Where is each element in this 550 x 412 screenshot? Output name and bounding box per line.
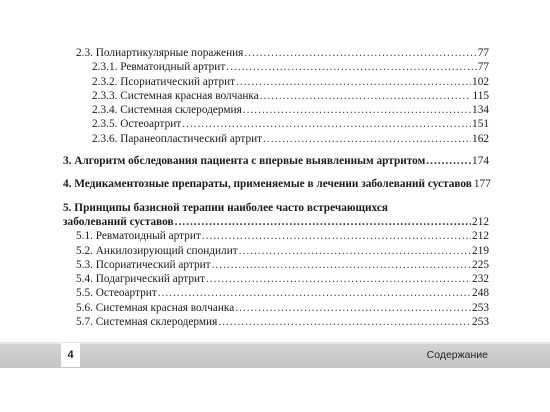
toc-entry[interactable] <box>63 60 489 74</box>
dot-leader <box>239 244 471 258</box>
dot-leader <box>426 154 471 168</box>
dot-leader <box>182 117 471 131</box>
toc-chapter-page: 212 <box>472 215 489 228</box>
toc-chapter[interactable] <box>63 154 489 168</box>
toc-chapter-page: 177 <box>473 178 491 191</box>
toc-entry-page: 253 <box>472 301 489 314</box>
toc-entry-page: 115 <box>472 89 489 102</box>
toc-entry-title: 5.1. Ревматоидный артрит <box>76 230 201 243</box>
dot-leader <box>236 75 471 89</box>
toc-entry-title: 5.7. Системная склеродермия <box>76 316 218 329</box>
toc-entry-page: 134 <box>472 104 489 117</box>
dot-leader <box>243 103 471 117</box>
toc-entry-page: 102 <box>472 75 489 88</box>
dot-leader <box>235 301 471 315</box>
toc-entry-page: 212 <box>472 230 489 243</box>
toc-chapter-title: 3. Алгоритм обследования пациента с впервые выявленным артритом <box>63 155 426 168</box>
toc-entry-page: 77 <box>477 47 489 59</box>
page-number: 4 <box>61 343 80 367</box>
toc-entry[interactable] <box>63 117 489 131</box>
toc-entry-title: 2.3.5. Остеоартрит <box>92 118 182 131</box>
toc-entry-page: 162 <box>472 132 489 145</box>
toc-chapter-title: 4. Медикаментозные препараты, применяемые в лечении заболеваний суставов <box>63 178 472 191</box>
toc-entry-title: 5.5. Остеоартрит <box>76 287 157 300</box>
toc-entry[interactable] <box>63 103 489 117</box>
toc-chapter[interactable] <box>63 177 489 191</box>
toc-entry[interactable] <box>63 315 489 329</box>
toc-chapter-page: 174 <box>472 155 489 168</box>
toc-entry[interactable] <box>63 75 489 89</box>
toc-entry[interactable] <box>63 229 489 243</box>
toc-entry[interactable] <box>63 286 489 300</box>
toc-entry-page: 225 <box>472 258 489 271</box>
toc-entry-page: 151 <box>472 118 489 131</box>
toc-entry-title: 5.3. Псориатический артрит <box>76 258 211 271</box>
section-title: Содержание <box>426 349 488 361</box>
dot-leader <box>212 258 471 272</box>
dot-leader <box>218 315 471 329</box>
toc-entry[interactable] <box>63 132 489 146</box>
dot-leader <box>226 60 476 74</box>
dot-leader <box>263 132 471 146</box>
toc-entry-page: 232 <box>472 273 489 286</box>
toc-entry[interactable] <box>63 258 489 272</box>
toc-entry[interactable] <box>63 272 489 286</box>
toc-chapter-title: 5. Принципы базисной терапии наиболее часто встречающихся <box>63 201 388 214</box>
toc-entry[interactable] <box>63 89 489 103</box>
dot-leader <box>175 215 471 229</box>
toc-entry-title: 2.3. Полиартикулярные поражения <box>76 47 244 59</box>
toc-chapter[interactable] <box>63 201 489 230</box>
toc-entry[interactable] <box>63 301 489 315</box>
toc-entry-title: 2.3.4. Системная склеродермия <box>92 104 242 117</box>
toc-entry-title: 2.3.2. Псориатический артрит <box>92 75 236 88</box>
toc-entry[interactable] <box>63 244 489 258</box>
toc-entry-title: 2.3.3. Системная красная волчанка <box>92 89 259 102</box>
table-of-contents <box>63 46 489 329</box>
toc-entry-title: 2.3.1. Ревматоидный артрит <box>92 61 226 74</box>
toc-entry-title: 5.6. Системная красная волчанка <box>76 301 235 314</box>
toc-entry-page: 253 <box>472 316 489 329</box>
dot-leader <box>202 229 471 243</box>
toc-entry-title: 2.3.6. Паранеопластический артрит <box>92 132 263 145</box>
toc-entry[interactable] <box>63 46 489 60</box>
page-footer <box>0 342 550 368</box>
toc-entry-title: 5.2. Анкилозирующий спондилит <box>76 244 238 257</box>
toc-chapter-title-continued: заболеваний суставов <box>63 215 174 228</box>
toc-entry-page: 248 <box>472 287 489 300</box>
toc-entry-page: 219 <box>472 244 489 257</box>
dot-leader <box>260 89 472 103</box>
toc-entry-page: 77 <box>477 61 489 74</box>
dot-leader <box>158 286 471 300</box>
dot-leader <box>244 46 476 60</box>
dot-leader <box>206 272 471 286</box>
toc-entry-title: 5.4. Подагрический артрит <box>76 273 205 286</box>
